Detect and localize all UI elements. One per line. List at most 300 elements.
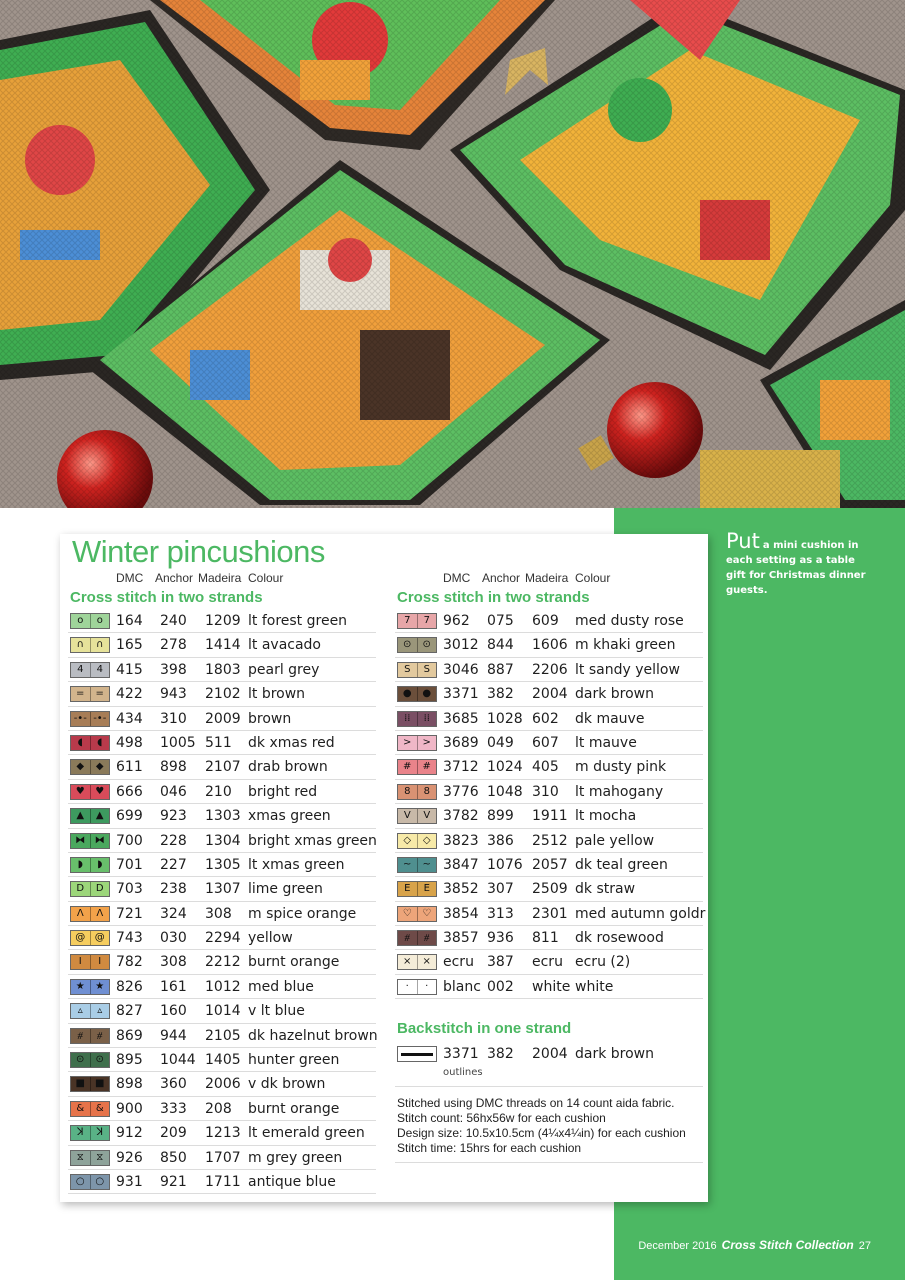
tip-callout [726,529,876,598]
anchor-number: 161 [160,978,187,995]
symbol-glyph: @ [90,931,110,945]
dmc-number: 3712 [443,759,479,776]
madeira-number: 1911 [532,808,568,825]
symbol-glyph: × [403,956,412,968]
symbol-swatch-icon [397,979,437,995]
symbol-glyph: 4 [77,663,84,675]
symbol-swatch-icon [70,735,110,751]
header-dmc: DMC [116,571,144,585]
symbol-glyph: o [90,614,110,628]
symbol-swatch-icon [70,857,110,873]
symbol-swatch-icon [70,1003,110,1019]
symbol-swatch-icon [70,954,110,970]
note-fabric: Stitched using DMC threads on 14 count aida fabric. [397,1096,675,1110]
symbol-swatch-icon [70,784,110,800]
symbol-swatch-icon [397,808,437,824]
header-madeira: Madeira [525,571,569,585]
symbol-glyph: I [90,955,110,969]
symbol-glyph: = [90,687,110,701]
thread-row [395,707,703,731]
symbol-glyph: ◗ [90,858,110,872]
dmc-number: 3857 [443,930,479,947]
colour-name: lt avacado [248,637,322,654]
header-dmc: DMC [443,571,471,585]
colour-name: m grey green [248,1149,343,1166]
symbol-swatch-icon [397,637,437,653]
anchor-number: 002 [487,978,514,995]
thread-row [68,975,376,999]
symbol-glyph: -•- [73,712,87,724]
madeira-number: 2107 [205,759,241,776]
anchor-number: 238 [160,881,187,898]
thread-row [68,633,376,657]
dmc-number: 611 [116,759,143,776]
madeira-number: 1307 [205,881,241,898]
dmc-number: 743 [116,930,143,947]
header-anchor: Anchor [155,571,194,585]
dmc-number: 912 [116,1125,143,1142]
madeira-number: 2206 [532,661,568,678]
magazine-brand: Cross Stitch Collection [721,1238,854,1252]
symbol-glyph: ⧖ [76,1151,84,1163]
dmc-number: 900 [116,1100,143,1117]
symbol-glyph: ~ [403,858,412,870]
dmc-number: 3689 [443,734,479,751]
anchor-number: 850 [160,1149,187,1166]
thread-row [68,731,376,755]
symbol-glyph: & [90,1102,110,1116]
colour-name: m dusty pink [575,759,667,776]
symbol-swatch-icon [397,686,437,702]
madeira-number: 1303 [205,808,241,825]
madeira-number: ecru [532,954,563,971]
section-title-backstitch: Backstitch in one strand [397,1020,572,1037]
colour-name: lt xmas green [248,856,345,873]
symbol-glyph: · [405,980,409,992]
backstitch-dmc: 3371 [443,1046,479,1062]
dmc-number: 962 [443,613,470,629]
anchor-number: 324 [160,905,187,922]
note-design-size: Design size: 10.5x10.5cm (4¼x4¼in) for each cushion [397,1126,686,1140]
symbol-glyph: 7 [417,614,437,628]
header-anchor: Anchor [482,571,521,585]
madeira-number: 2294 [205,930,241,947]
symbol-glyph: ◆ [76,761,85,773]
divider [395,1086,703,1087]
symbol-swatch-icon [397,711,437,727]
symbol-glyph: 8 [417,785,437,799]
symbol-swatch-icon [397,906,437,922]
backstitch-anchor: 382 [487,1046,514,1062]
colour-name: dk hazelnut brown [248,1027,378,1044]
dmc-number: 434 [116,710,143,727]
section-title-cross-stitch: Cross stitch in two strands [70,589,263,606]
symbol-glyph: ◇ [417,834,437,848]
backstitch-row [395,1042,703,1066]
anchor-number: 387 [487,954,514,971]
madeira-number: 2102 [205,686,241,703]
symbol-glyph: ⊙ [90,1053,110,1067]
dmc-number: 498 [116,734,143,751]
symbol-glyph: ∩ [90,638,110,652]
thread-row [68,1024,376,1048]
symbol-swatch-icon [70,808,110,824]
madeira-number: 607 [532,734,559,751]
symbol-glyph: ⧣ [404,932,411,944]
colour-name: lt mahogany [575,783,664,800]
thread-row [68,1121,376,1145]
colour-name: med blue [248,978,314,995]
symbol-swatch-icon [70,1174,110,1190]
colour-name: bright red [248,783,318,800]
symbol-glyph: Λ [90,907,110,921]
symbol-glyph: ꓘ [90,1126,110,1140]
symbol-glyph: 8 [404,785,411,797]
thread-row [68,1072,376,1096]
anchor-number: 943 [160,686,187,703]
madeira-number: 1405 [205,1052,241,1069]
anchor-number: 386 [487,832,514,849]
dmc-number: 3012 [443,637,479,654]
symbol-glyph: E [404,883,411,895]
madeira-number: 1803 [205,661,241,678]
madeira-number: 1014 [205,1003,241,1020]
anchor-number: 333 [160,1100,187,1117]
thread-row [68,926,376,950]
colour-name: burnt orange [248,1100,340,1117]
madeira-number: 511 [205,734,232,751]
symbol-glyph: ꓘ [76,1127,84,1139]
symbol-glyph: ∩ [76,639,84,651]
stitch-notes [397,1096,703,1156]
symbol-glyph: ⧣ [77,1029,84,1041]
thread-row [68,853,376,877]
thread-row [68,1146,376,1170]
dmc-number: 701 [116,856,143,873]
symbol-glyph: -•- [90,712,110,726]
madeira-number: 2004 [532,686,568,703]
symbol-glyph: ★ [90,980,110,994]
symbol-swatch-icon [70,833,110,849]
tip-text: a mini cushion in each setting as a table gift for Christmas dinner guests. [726,540,866,596]
header-colour: Colour [575,571,611,585]
thread-row [68,829,376,853]
thread-row [395,755,703,779]
anchor-number: 936 [487,930,514,947]
colour-name: v dk brown [248,1076,326,1093]
thread-row [395,829,703,853]
anchor-number: 382 [487,686,514,703]
symbol-glyph: ♡ [417,907,437,921]
colour-name: lt brown [248,686,306,703]
colour-name: pearl grey [248,661,320,678]
anchor-number: 310 [160,710,187,727]
photo-illustration [0,0,905,508]
dmc-number: 895 [116,1052,143,1069]
thread-row [395,609,703,633]
anchor-number: 1024 [487,759,523,776]
dmc-number: ecru [443,954,474,971]
anchor-number: 049 [487,734,514,751]
dmc-number: 666 [116,783,143,800]
thread-row [68,780,376,804]
symbol-swatch-icon [70,686,110,702]
colour-name: ecru (2) [575,954,631,971]
symbol-glyph: ⧓ [75,834,86,846]
symbol-swatch-icon [70,881,110,897]
colour-name: lt mauve [575,734,637,751]
symbol-glyph: ◖ [77,736,83,748]
anchor-number: 160 [160,1003,187,1020]
thread-row [68,1048,376,1072]
colour-name: white [575,978,614,995]
symbol-glyph: ⁞⁞ [404,712,411,724]
madeira-number: 1213 [205,1125,241,1142]
anchor-number: 1076 [487,856,523,873]
colour-name: dk xmas red [248,734,335,751]
symbol-glyph: ⧣ [90,1029,110,1043]
note-stitch-time: Stitch time: 15hrs for each cushion [397,1141,582,1155]
anchor-number: 899 [487,808,514,825]
anchor-number: 360 [160,1076,187,1093]
dmc-number: 3847 [443,856,479,873]
thread-row [68,877,376,901]
symbol-glyph: ♥ [75,785,85,797]
divider [395,1162,703,1163]
symbol-glyph: ⊙ [76,1054,85,1066]
symbol-glyph: E [417,882,437,896]
thread-row [68,902,376,926]
symbol-swatch-icon [70,711,110,727]
symbol-swatch-icon [397,662,437,678]
symbol-swatch-icon [70,930,110,946]
symbol-glyph: S [404,663,411,675]
symbol-swatch-icon [397,784,437,800]
symbol-swatch-icon [70,1125,110,1141]
dmc-number: 926 [116,1149,143,1166]
symbol-glyph: ⧓ [90,834,110,848]
colour-name: lime green [248,881,323,898]
colour-name: lt forest green [248,613,348,629]
symbol-swatch-icon [70,637,110,653]
dmc-number: 3776 [443,783,479,800]
madeira-number: 2006 [205,1076,241,1093]
symbol-swatch-icon [70,906,110,922]
dmc-number: 3046 [443,661,479,678]
thread-row [395,975,703,999]
thread-row [68,999,376,1023]
madeira-number: 1711 [205,1173,241,1190]
symbol-swatch-icon [397,930,437,946]
dmc-number: blanc [443,978,481,995]
symbol-glyph: # [403,761,412,773]
symbol-glyph: ▲ [90,809,110,823]
madeira-number: 1012 [205,978,241,995]
madeira-number: 2212 [205,954,241,971]
section-title-cross-stitch: Cross stitch in two strands [397,589,590,606]
dmc-number: 3685 [443,710,479,727]
backstitch-colour: dark brown [575,1046,655,1062]
madeira-number: 2509 [532,881,568,898]
thread-row [395,731,703,755]
madeira-number: 308 [205,905,232,922]
colour-name: bright xmas green [248,832,377,849]
anchor-number: 046 [160,783,187,800]
dmc-number: 165 [116,637,143,654]
dmc-number: 700 [116,832,143,849]
symbol-swatch-icon [397,881,437,897]
symbol-glyph: ▵ [77,1005,83,1017]
anchor-number: 209 [160,1125,187,1142]
thread-row [395,950,703,974]
dmc-number: 721 [116,905,143,922]
anchor-number: 887 [487,661,514,678]
symbol-swatch-icon [70,613,110,629]
symbol-glyph: 4 [90,663,110,677]
dmc-number: 699 [116,808,143,825]
symbol-swatch-icon [397,833,437,849]
thread-row [395,877,703,901]
symbol-swatch-icon [70,1028,110,1044]
colour-name: lt sandy yellow [575,661,680,678]
symbol-glyph: ◖ [90,736,110,750]
symbol-glyph: · [417,980,437,994]
symbol-swatch-icon [397,954,437,970]
colour-name: brown [248,710,292,727]
symbol-glyph: @ [75,932,86,944]
madeira-number: 1606 [532,637,568,654]
madeira-number: 1414 [205,637,241,654]
symbol-glyph: # [417,760,437,774]
symbol-glyph: ○ [90,1175,110,1189]
symbol-swatch-icon [397,857,437,873]
symbol-glyph: 7 [404,615,411,626]
madeira-number: 208 [205,1100,232,1117]
colour-name: pale yellow [575,832,655,849]
colour-name: m khaki green [575,637,676,654]
thread-row [395,926,703,950]
madeira-number: white [532,978,571,995]
thread-row [68,682,376,706]
symbol-glyph: ⧣ [417,931,437,945]
symbol-swatch-icon [70,979,110,995]
symbol-glyph: ♡ [402,907,412,919]
dmc-number: 826 [116,978,143,995]
anchor-number: 313 [487,905,514,922]
anchor-number: 1044 [160,1052,196,1069]
symbol-glyph: ⊙ [403,639,412,651]
symbol-glyph: × [417,955,437,969]
symbol-glyph: > [417,736,437,750]
page-title: Winter pincushions [72,534,325,569]
dmc-number: 3782 [443,808,479,825]
symbol-glyph: D [76,883,85,895]
dmc-number: 3371 [443,686,479,703]
header-colour: Colour [248,571,284,585]
anchor-number: 898 [160,759,187,776]
thread-row [395,902,706,926]
colour-name: xmas green [248,808,331,825]
symbol-glyph: ○ [75,1175,85,1187]
thread-row [68,950,376,974]
symbol-glyph: ♥ [90,785,110,799]
symbol-swatch-icon [70,662,110,678]
symbol-glyph: ◆ [90,760,110,774]
symbol-glyph: V [417,809,437,823]
dmc-number: 422 [116,686,143,703]
thread-row [395,780,703,804]
thread-row [395,682,703,706]
symbol-glyph: ▲ [76,810,85,822]
colour-name: yellow [248,930,293,947]
anchor-number: 398 [160,661,187,678]
madeira-number: 1304 [205,832,241,849]
symbol-glyph: ~ [417,858,437,872]
backstitch-madeira: 2004 [532,1046,568,1062]
symbol-swatch-icon [70,1052,110,1068]
symbol-glyph: > [403,736,412,748]
symbol-glyph: o [77,615,84,626]
colour-name: v lt blue [248,1003,305,1020]
symbol-swatch-icon [397,613,437,629]
dmc-number: 827 [116,1003,143,1020]
dmc-number: 164 [116,613,143,629]
symbol-glyph: & [76,1102,85,1114]
issue-date: December 2016 [638,1240,717,1252]
pincushions-photo [0,0,905,508]
colour-name: antique blue [248,1173,336,1190]
colour-name: lt emerald green [248,1125,365,1142]
thread-row [68,804,376,828]
symbol-glyph: ⁞⁞ [417,712,437,726]
symbol-glyph: S [417,663,437,677]
thread-row [395,658,703,682]
colour-name: hunter green [248,1052,340,1069]
symbol-glyph: = [76,688,85,700]
symbol-glyph: I [78,956,82,968]
symbol-glyph: ■ [90,1077,110,1091]
symbol-glyph: ★ [75,980,85,992]
thread-list-left [68,609,376,1194]
thread-list-right [395,609,706,999]
thread-key-card [60,534,708,1202]
symbol-swatch-icon [70,1150,110,1166]
colour-name: med autumn goldr [575,905,706,922]
symbol-swatch-icon [397,735,437,751]
thread-row [68,707,376,731]
anchor-number: 1048 [487,783,523,800]
anchor-number: 240 [160,613,187,629]
madeira-number: 602 [532,710,559,727]
colour-name: dk rosewood [575,930,664,947]
header-madeira: Madeira [198,571,242,585]
thread-row [68,658,376,682]
madeira-number: 2105 [205,1027,241,1044]
colour-name: dk teal green [575,856,668,873]
dmc-number: 869 [116,1027,143,1044]
thread-row [395,853,703,877]
colour-name: dk mauve [575,710,645,727]
anchor-number: 307 [487,881,514,898]
symbol-glyph: ⧖ [90,1151,110,1165]
tip-lead: Put [726,529,760,553]
symbol-glyph: ● [417,687,437,701]
colour-name: med dusty rose [575,613,684,629]
symbol-glyph: Λ [76,907,84,919]
thread-row [68,1170,376,1194]
note-stitch-count: Stitch count: 56hx56w for each cushion [397,1111,606,1125]
madeira-number: 1707 [205,1149,241,1166]
